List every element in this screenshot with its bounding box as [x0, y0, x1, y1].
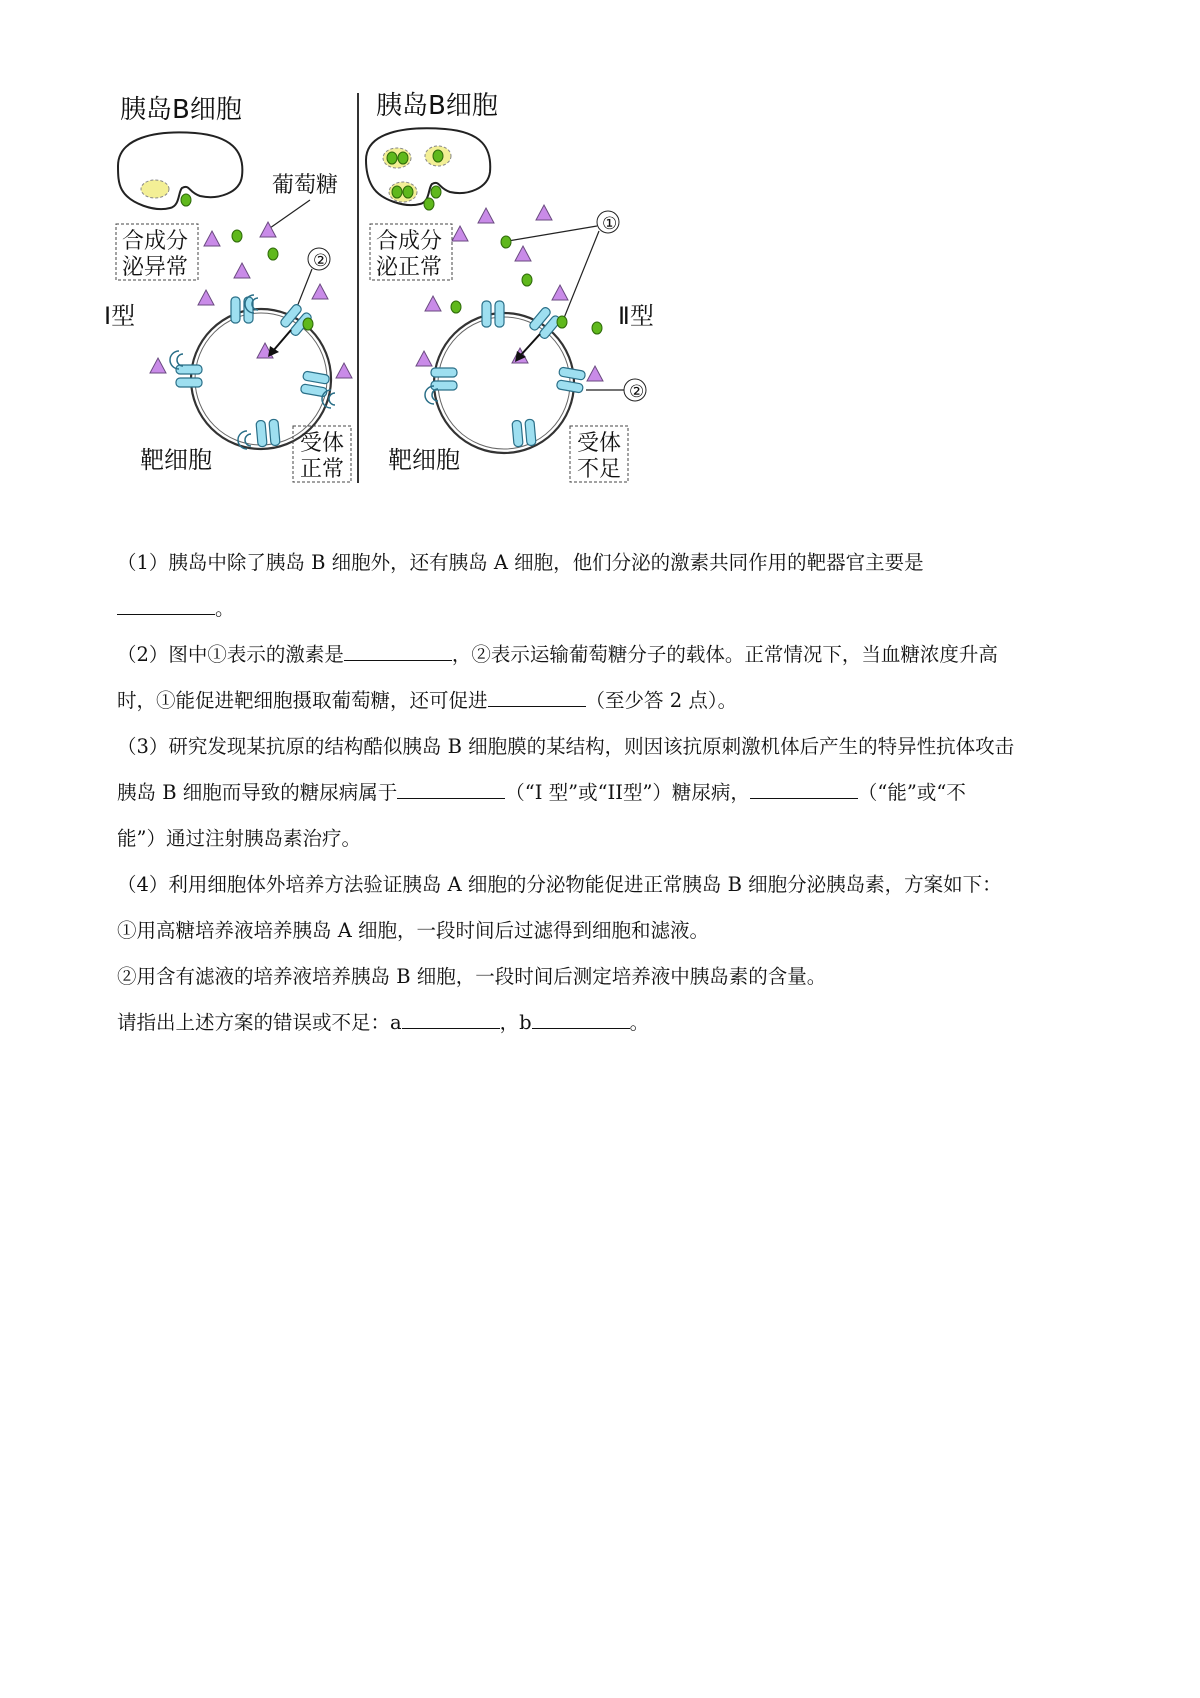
- left-box-line2: 泌异常: [122, 255, 189, 280]
- q4-ask: [117, 1000, 1107, 1046]
- q3-text-b: （“I 型”或“II型”）糖尿病，: [505, 781, 750, 804]
- right-receptor-line1: 受体: [577, 431, 622, 456]
- q3-line2: [117, 770, 1107, 816]
- left-target-label: 靶细胞: [140, 446, 212, 474]
- q2-text-d: （至少答 2 点）。: [585, 689, 738, 712]
- left-title: 胰岛B细胞: [120, 95, 242, 125]
- q3-text-a: 胰岛 B 细胞而导致的糖尿病属于: [117, 781, 398, 804]
- right-title: 胰岛B细胞: [376, 91, 498, 121]
- q2-text-b: ，②表示运输葡萄糖分子的载体。正常情况下，当血糖浓度升高: [451, 643, 998, 666]
- q3-line3: 能”）通过注射胰岛素治疗。: [117, 827, 361, 850]
- left-receptor-line1: 受体: [300, 431, 345, 456]
- q4-ask-b: ，b: [499, 1011, 532, 1034]
- answer-blank-q4b[interactable]: [532, 1010, 630, 1029]
- right-marker-2: ②: [629, 382, 645, 402]
- q2-line2: [117, 678, 1107, 724]
- q2-text-c: 时，①能促进靶细胞摄取葡萄糖，还可促进: [117, 689, 488, 712]
- q4-line1: （4）利用细胞体外培养方法验证胰岛 A 细胞的分泌物能促进正常胰岛 B 细胞分泌胰岛素，方案如下：: [117, 873, 1002, 896]
- q4-ask-a: 请指出上述方案的错误或不足：a: [117, 1011, 402, 1034]
- q1-end: 。: [215, 597, 235, 620]
- questions: [117, 540, 1107, 1046]
- answer-blank-q4a[interactable]: [402, 1010, 500, 1029]
- q3-text-c: （“能”或“不: [857, 781, 966, 804]
- q4-step2: ②用含有滤液的培养液培养胰岛 B 细胞，一段时间后测定培养液中胰岛素的含量。: [117, 965, 827, 988]
- right-box-line1: 合成分: [376, 229, 443, 254]
- type-1-label: Ⅰ型: [104, 302, 136, 330]
- q2-text-a: （2）图中①表示的激素是: [117, 643, 344, 666]
- glucose-label: 葡萄糖: [272, 173, 339, 198]
- answer-blank-q3b[interactable]: [750, 780, 858, 799]
- answer-blank-q2b[interactable]: [488, 688, 586, 707]
- answer-blank-q3a[interactable]: [397, 780, 505, 799]
- left-box-line1: 合成分: [122, 229, 189, 254]
- q4-ask-end: 。: [629, 1011, 650, 1034]
- marker-1: ①: [602, 214, 618, 234]
- answer-blank-q2a[interactable]: [344, 642, 452, 661]
- left-b-cell: [118, 132, 242, 209]
- right-b-cell: [366, 128, 490, 205]
- answer-blank-q1[interactable]: [117, 596, 215, 615]
- q3-line1: （3）研究发现某抗原的结构酷似胰岛 B 细胞膜的某结构，则因该抗原刺激机体后产生的特异性抗体攻击: [117, 735, 1015, 758]
- diabetes-diagram: [100, 88, 800, 538]
- q1-line1: （1）胰岛中除了胰岛 B 细胞外，还有胰岛 A 细胞，他们分泌的激素共同作用的靶器官主要是: [117, 551, 924, 574]
- right-target-label: 靶细胞: [388, 446, 460, 474]
- q2-line1: [117, 632, 1107, 678]
- left-marker-2: ②: [313, 251, 329, 271]
- right-receptor-line2: 不足: [577, 457, 622, 482]
- q4-step1: ①用高糖培养液培养胰岛 A 细胞，一段时间后过滤得到细胞和滤液。: [117, 919, 709, 942]
- q1-line2: [117, 586, 1107, 632]
- right-box-line2: 泌正常: [376, 255, 443, 280]
- left-vesicle: [141, 180, 169, 198]
- left-receptor-line2: 正常: [300, 457, 345, 482]
- type-2-label: Ⅱ型: [618, 302, 654, 330]
